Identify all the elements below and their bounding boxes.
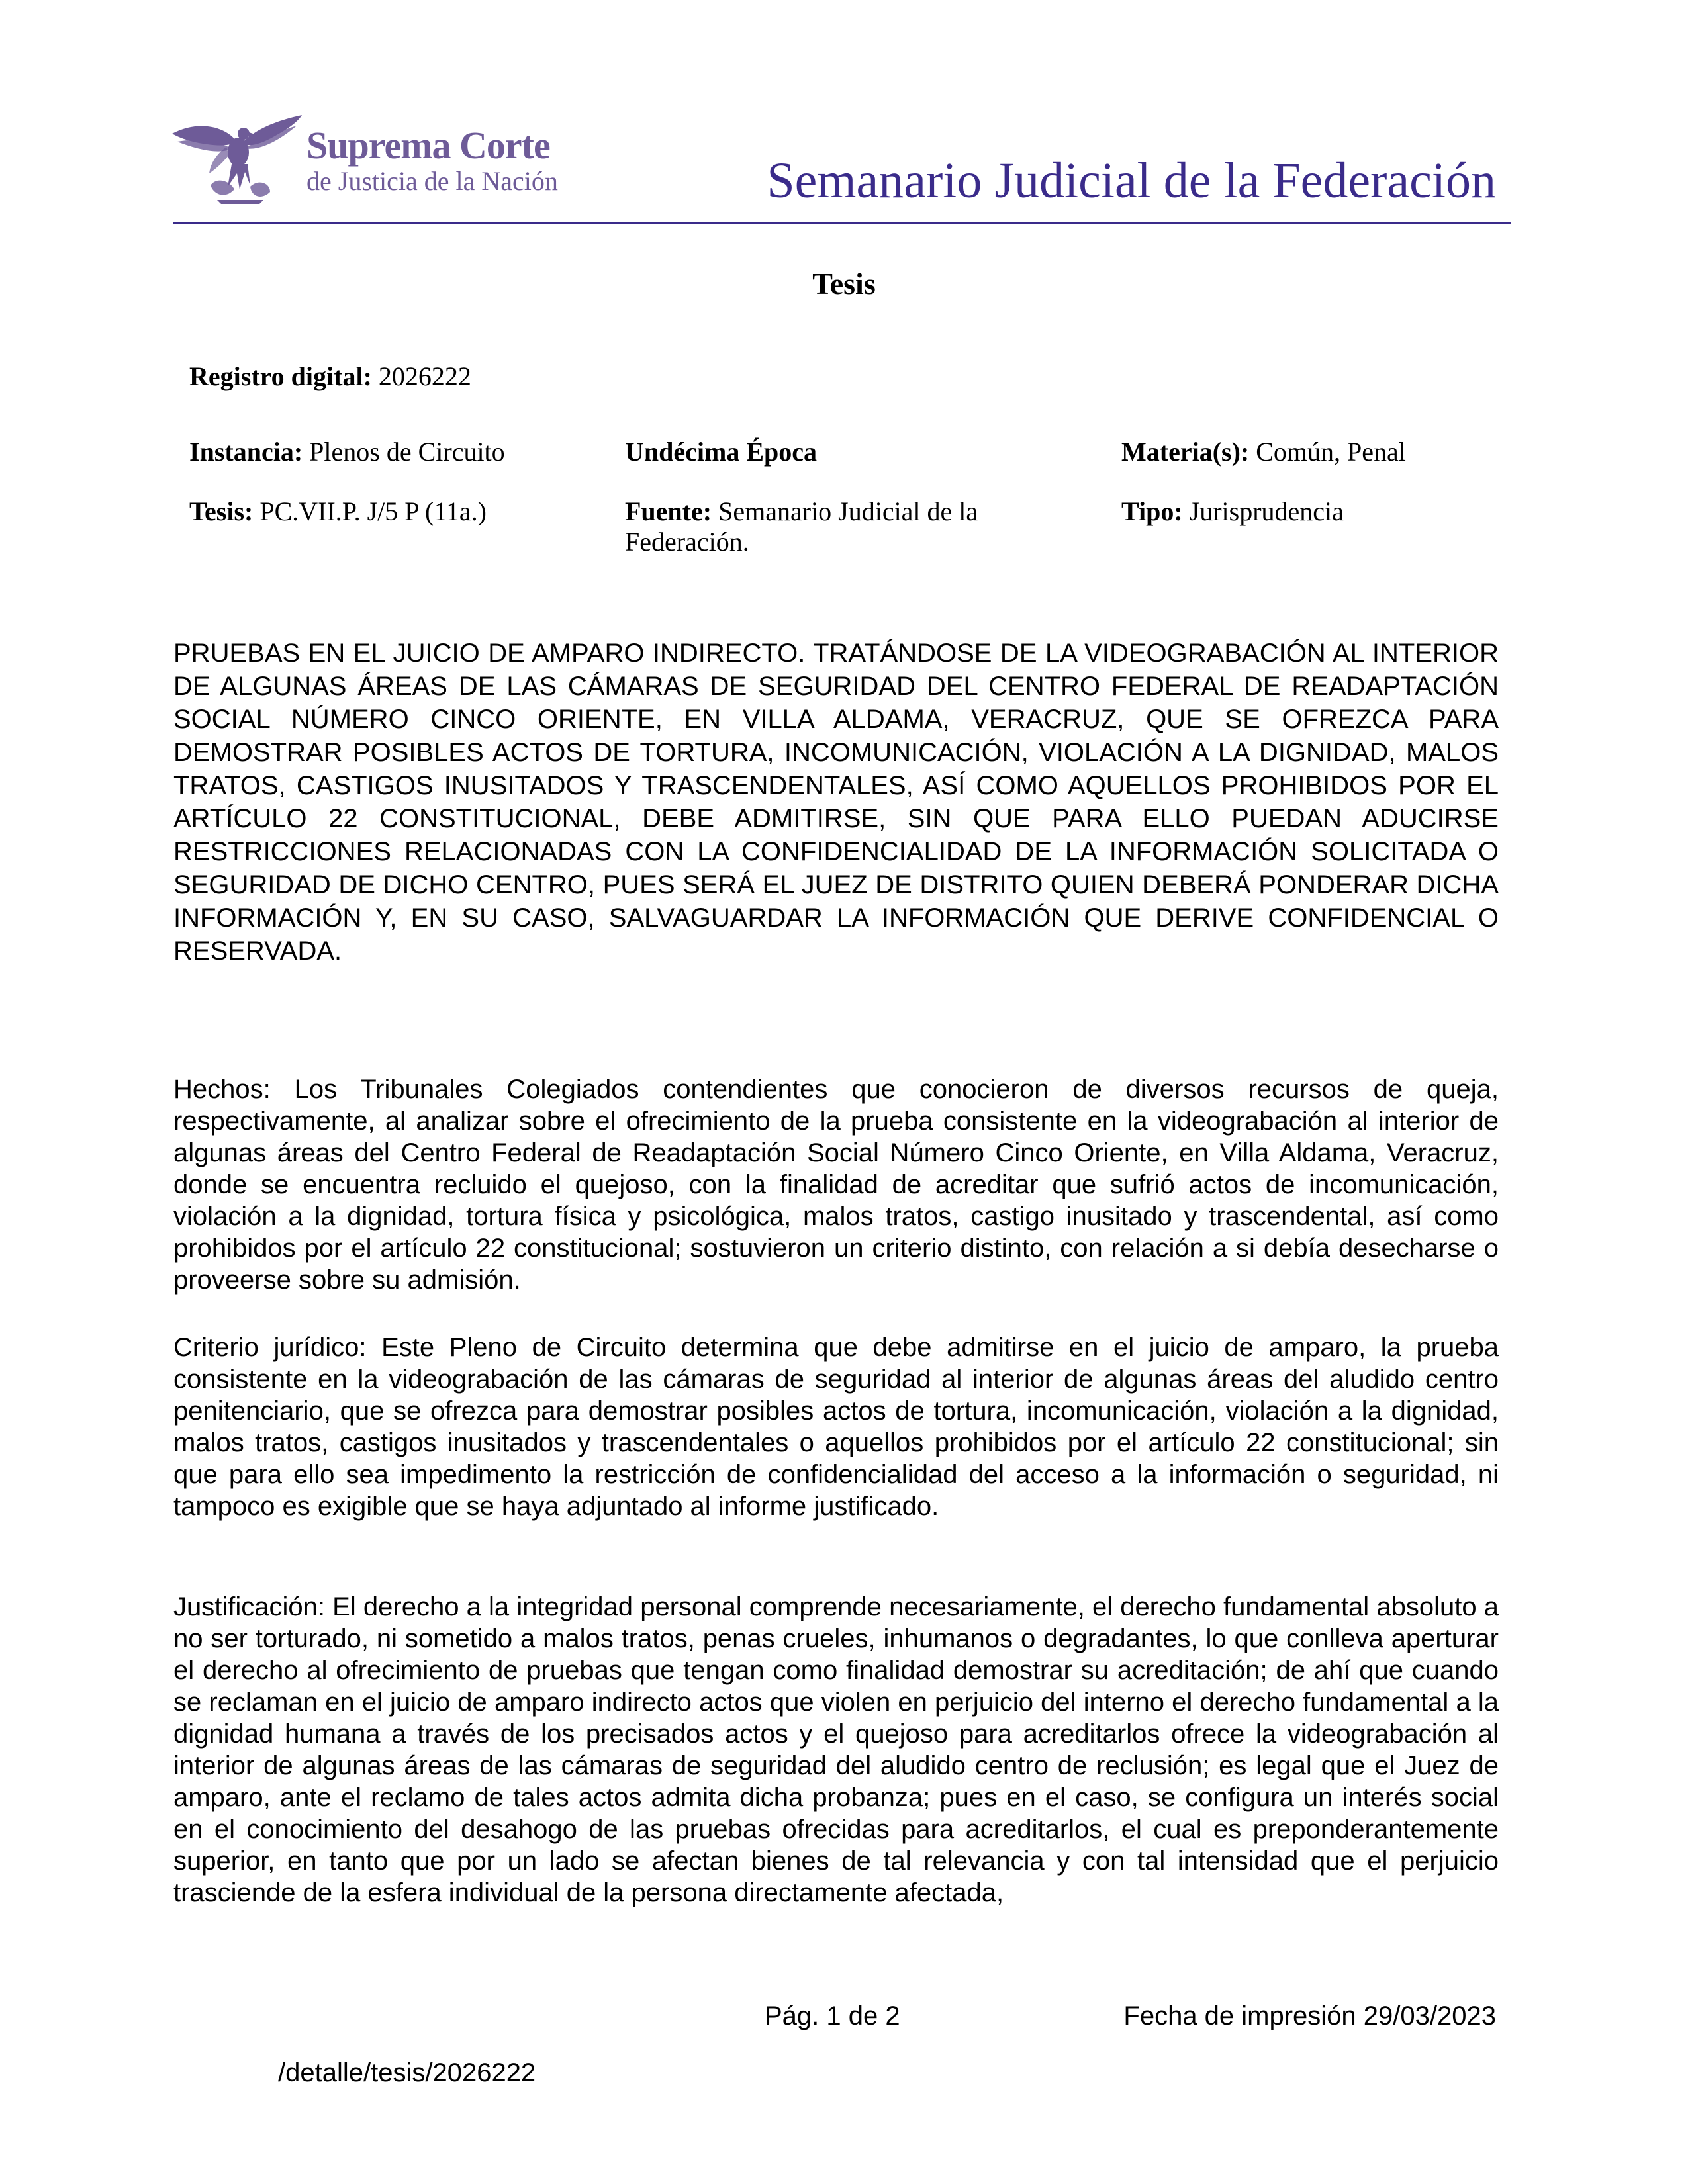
tesis-heading: PRUEBAS EN EL JUICIO DE AMPARO INDIRECTO. TRATÁNDOSE DE LA VIDEOGRABACIÓN AL INTERIOR DE ALGUNAS ÁREAS DE LAS CÁMARAS DE SEGURIDAD DEL CENTRO FEDERAL DE READAPTACIÓN SOCIAL NÚMERO CINCO ORIENTE, EN VILLA ALDAMA, VERACRUZ, QUE SE OFREZCA PARA DEMOSTRAR POSIBLES ACTOS DE TORTURA, INCOMUNICACIÓN, VIOLACIÓN A LA DIGNIDAD, MALOS TRATOS, CASTIGOS INUSITADOS Y TRASCENDENTALES, ASÍ COMO AQUELLOS PROHIBIDOS POR EL ARTÍCULO 22 CONSTITUCIONAL, DEBE ADMITIRSE, SIN QUE PARA ELLO PUEDAN ADUCIRSE RESTRICCIONES RELACIONADAS CON LA CONFIDENCIALIDAD DE LA INFORMACIÓN SOLICITADA O SEGURIDAD DE DICHO CENTRO, PUES SERÁ EL JUEZ DE DISTRITO QUIEN DEBERÁ PONDERAR DICHA INFORMACIÓN Y, EN SU CASO, SALVAGUARDAR LA INFORMACIÓN QUE DERIVE CONFIDENCIAL O RESERVADA. xyxy=(173,639,1499,966)
masthead-title: Semanario Judicial de la Federación xyxy=(767,153,1496,208)
document-title: Tesis xyxy=(812,267,876,300)
epoca-field xyxy=(625,437,817,467)
materia-value: Común, Penal xyxy=(1256,437,1406,467)
justificacion-paragraph: Justificación: El derecho a la integridad personal comprende necesariamente, el derecho fundamental absoluto a no ser torturado, ni sometido a malos tratos, penas crueles, inhumanos o degradantes, lo que conlleva aperturar el derecho al ofrecimiento de pruebas que tengan como finalidad demostrar su acreditación; de ahí que cuando se reclaman en el juicio de amparo indirecto actos que violen en perjuicio del interno el derecho fundamental a la dignidad humana a través de los precisados actos y el quejoso para acreditarlos ofrece la videograbación al interior de algunas áreas de las cámaras de seguridad del aludido centro de reclusión; es legal que el Juez de amparo, ante el reclamo de tales actos admita dicha probanza; pues en el caso, se configura un interés social en el conocimiento del desahogo de las pruebas ofrecidas para acreditarlos, el cual es preponderantemente superior, en tanto que por un lado se afectan bienes de tal relevancia y con tal intensidad que el perjuicio trasciende de la esfera individual de la persona directamente afectada, xyxy=(173,1592,1499,1907)
logo-text-line2: de Justicia de la Nación xyxy=(306,166,558,196)
registro-field xyxy=(189,361,471,392)
registro-value: 2026222 xyxy=(378,361,471,391)
fuente-label: Fuente: xyxy=(625,496,712,526)
print-date: Fecha de impresión 29/03/2023 xyxy=(1123,2001,1496,2030)
tesis-label: Tesis: xyxy=(189,496,254,526)
instancia-label: Instancia: xyxy=(189,437,303,467)
instancia-field xyxy=(189,437,505,467)
document-path: /detalle/tesis/2026222 xyxy=(278,2058,536,2087)
instancia-value: Plenos de Circuito xyxy=(309,437,505,467)
header-divider xyxy=(173,222,1511,224)
fuente-value: Semanario Judicial de la Federación. xyxy=(625,496,978,557)
eagle-emblem-icon xyxy=(171,107,303,206)
tipo-label: Tipo: xyxy=(1121,496,1183,526)
criterio-paragraph: Criterio jurídico: Este Pleno de Circuito determina que debe admitirse en el juicio de amparo, la prueba consistente en la videograbación de las cámaras de seguridad al interior de algunas áreas del aludido centro penitenciario, que se ofrezca para demostrar posibles actos de tortura, incomunicación, violación a la dignidad, malos tratos, castigos inusitados y trascendentales o aquellos prohibidos por el artículo 22 constitucional; sin que para ello sea impedimento la restricción de confidencialidad del acceso a la información o seguridad, ni tampoco es exigible que se haya adjuntado al informe justificado. xyxy=(173,1333,1499,1521)
tipo-field xyxy=(1121,496,1344,527)
logo-text-line1: Suprema Corte xyxy=(306,124,550,167)
materia-label: Materia(s): xyxy=(1121,437,1250,467)
tipo-value: Jurisprudencia xyxy=(1189,496,1344,526)
page-number: Pág. 1 de 2 xyxy=(765,2001,900,2030)
tesis-field xyxy=(189,496,487,527)
scjn-logo xyxy=(171,107,558,206)
epoca-value: Undécima Época xyxy=(625,437,817,467)
hechos-paragraph: Hechos: Los Tribunales Colegiados contendientes que conocieron de diversos recursos de queja, respectivamente, al analizar sobre el ofrecimiento de la prueba consistente en la videograbación al interior de algunas áreas del Centro Federal de Readaptación Social Número Cinco Oriente, en Villa Aldama, Veracruz, donde se encuentra recluido el quejoso, con la finalidad de acreditar que sufrió actos de incomunicación, violación a la dignidad, tortura física y psicológica, malos tratos, castigo inusitado y trascendental, así como prohibidos por el artículo 22 constitucional; sostuvieron un criterio distinto, con relación a si debía desecharse o proveerse sobre su admisión. xyxy=(173,1075,1499,1295)
materia-field xyxy=(1121,437,1406,467)
fuente-field xyxy=(625,496,1075,557)
tesis-value: PC.VII.P. J/5 P (11a.) xyxy=(259,496,487,526)
registro-label: Registro digital: xyxy=(189,361,372,391)
